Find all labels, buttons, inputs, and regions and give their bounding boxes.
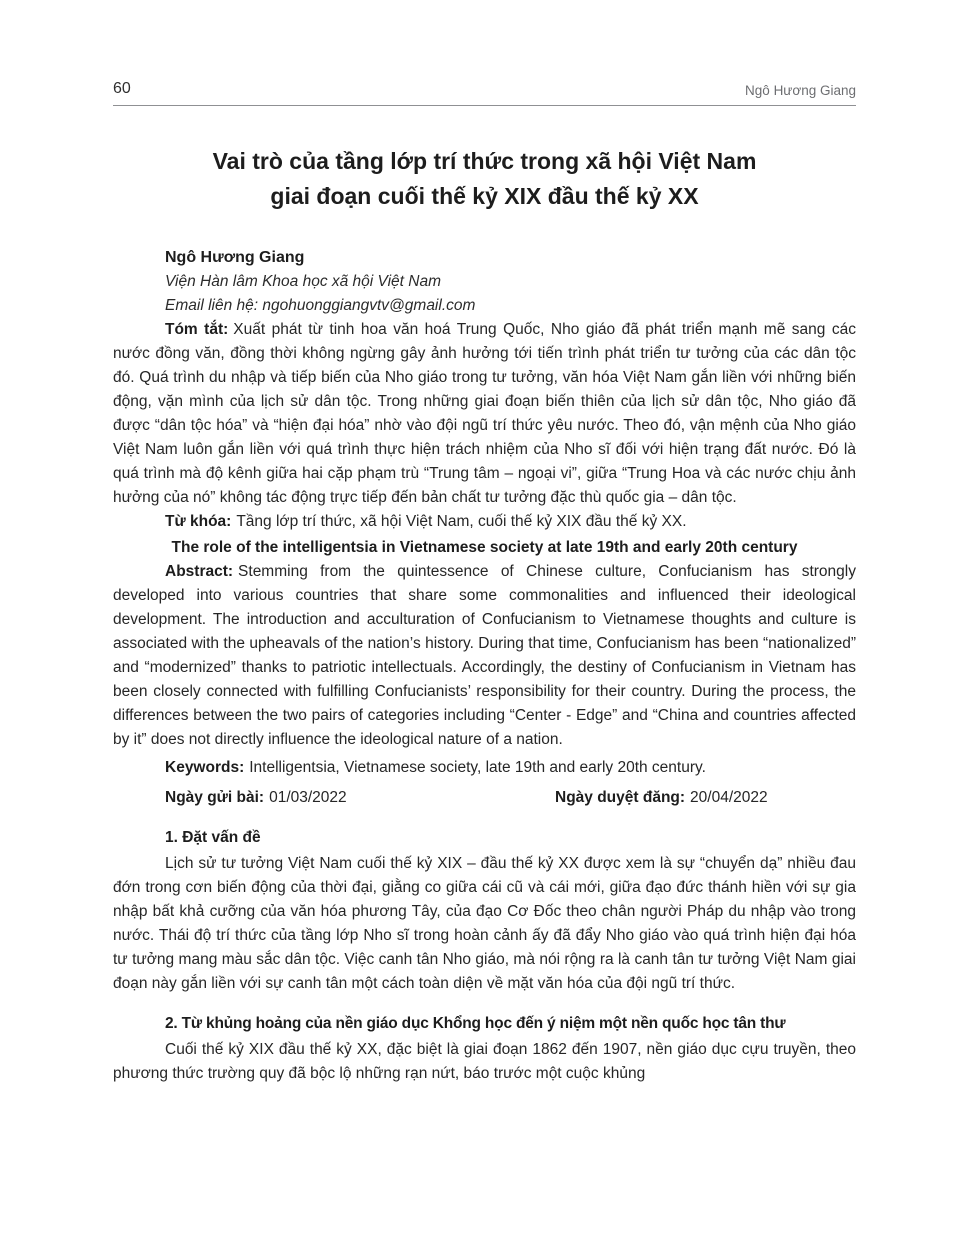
author-name: Ngô Hương Giang xyxy=(165,249,305,266)
running-head-author: Ngô Hương Giang xyxy=(745,83,856,98)
keywords-vi xyxy=(113,510,856,534)
article-title-english: The role of the intelligentsia in Vietnamese society at late 19th and early 20th century xyxy=(171,539,798,556)
section-1-paragraph: Lịch sử tư tưởng Việt Nam cuối thế kỷ XIX – đầu thế kỷ XX được xem là sự “chuyển dạ” nhiều đau đớn trong cơn biến động của thời đại, giằng co giữa cái cũ và cái mới, giữa đạo đức thánh hiền với sự gia nhập bất khả cưỡng của văn hóa phương Tây, của đạo Cơ Đốc theo chân người Pháp du nhập vào trong nước. Thái độ trí thức của tầng lớp Nho sĩ trong hoàn cảnh ấy đã đẩy Nho giáo vào quá trình hiện đại hóa tư tưởng mang màu sắc dân tộc. Việc canh tân Nho giáo, mà nói rộng ra là canh tân tư tưởng Việt Nam giai đoạn này gắn liền với sự canh tân một cách toàn diện về mặt văn hóa của đội ngũ trí thức. xyxy=(113,855,856,992)
section-2-heading: 2. Từ khủng hoảng của nền giáo dục Khổng học đến ý niệm một nền quốc học tân thư xyxy=(165,1015,786,1032)
date-received-label: Ngày gửi bài: xyxy=(165,789,265,806)
author-email: Email liên hệ: ngohuonggiangvtv@gmail.com xyxy=(165,297,476,314)
abstract-vi-label: Tóm tắt: xyxy=(165,321,229,338)
date-received xyxy=(165,786,555,810)
section-1-heading: 1. Đặt vấn đề xyxy=(165,829,261,846)
date-accepted-value: 20/04/2022 xyxy=(690,789,768,806)
submission-dates xyxy=(113,786,856,810)
date-accepted-label: Ngày duyệt đăng: xyxy=(555,789,686,806)
article-title xyxy=(113,144,856,214)
keywords-en-text: Intelligentsia, Vietnamese society, late 19th and early 20th century. xyxy=(249,759,706,776)
date-accepted xyxy=(555,786,768,810)
keywords-en-label: Keywords: xyxy=(165,759,245,776)
abstract-en-label: Abstract: xyxy=(165,563,234,580)
abstract-vi-text: Xuất phát từ tinh hoa văn hoá Trung Quốc, Nho giáo đã phát triển mạnh mẽ sang các nước đồng văn, đồng thời không ngừng gây ảnh hưởng tới tiến trình phát triển tư tưởng của các dân tộc đó. Quá trình du nhập và tiếp biến của Nho giáo trong tư tưởng, văn hóa Việt Nam gắn liền với những biến động, vặn mình của lịch sử dân tộc. Trong những giai đoạn biến thiên của lịch sử dân tộc, Nho giáo đã được “dân tộc hóa” và “hiện đại hóa” nhờ vào đội ngũ trí thức yêu nước. Theo đó, vận mệnh của Nho giáo Việt Nam luôn gắn liền với quá trình thực hiện trách nhiệm của Nho sĩ đối với hiện trạng đất nước. Đó là quá trình mà độ kênh giữa hai cặp phạm trù “Trung tâm – ngoại vi”, giữa “Trung Hoa và các nước chịu ảnh hưởng của nó” không tác động trực tiếp đến bản chất tư tưởng đặc thù quốc gia – dân tộc. xyxy=(113,321,856,506)
keywords-en xyxy=(113,756,856,780)
section-2-paragraph: Cuối thế kỷ XIX đầu thế kỷ XX, đặc biệt là giai đoạn 1862 đến 1907, nền giáo dục cựu truyền, theo phương thức trường quy đã bộc lộ những rạn nứt, báo trước một cuộc khủng xyxy=(113,1041,856,1082)
article-title-line-2: giai đoạn cuối thế kỷ XIX đầu thế kỷ XX xyxy=(270,183,699,209)
abstract-en xyxy=(113,560,856,752)
abstract-vi xyxy=(113,318,856,510)
article-title-line-1: Vai trò của tầng lớp trí thức trong xã hội Việt Nam xyxy=(212,148,757,174)
author-block xyxy=(165,246,856,318)
author-affiliation: Viện Hàn lâm Khoa học xã hội Việt Nam xyxy=(165,273,442,290)
page-header xyxy=(113,80,856,106)
page-number: 60 xyxy=(113,80,131,97)
abstract-en-text: Stemming from the quintessence of Chinese culture, Confucianism has strongly developed into various countries that share some commonalities and influenced their ideological development. The introduction and acculturation of Confucianism to Vietnamese thoughts and culture is associated with the upheavals of the nation’s history. During that time, Confucianism has been “nationalized” and “modernized” thanks to patriotic intellectuals. Accordingly, the destiny of Confucianism in Vietnam has been closely connected with fulfilling Confucianists’ responsibility for their country. During the process, the differences between the two pairs of categories including “Center - Edge” and “China and countries affected by it” does not directly influence the ideological nature of a nation. xyxy=(113,563,856,748)
keywords-vi-text: Tầng lớp trí thức, xã hội Việt Nam, cuối thế kỷ XIX đầu thế kỷ XX. xyxy=(236,513,687,530)
keywords-vi-label: Từ khóa: xyxy=(165,513,232,530)
date-received-value: 01/03/2022 xyxy=(269,789,347,806)
